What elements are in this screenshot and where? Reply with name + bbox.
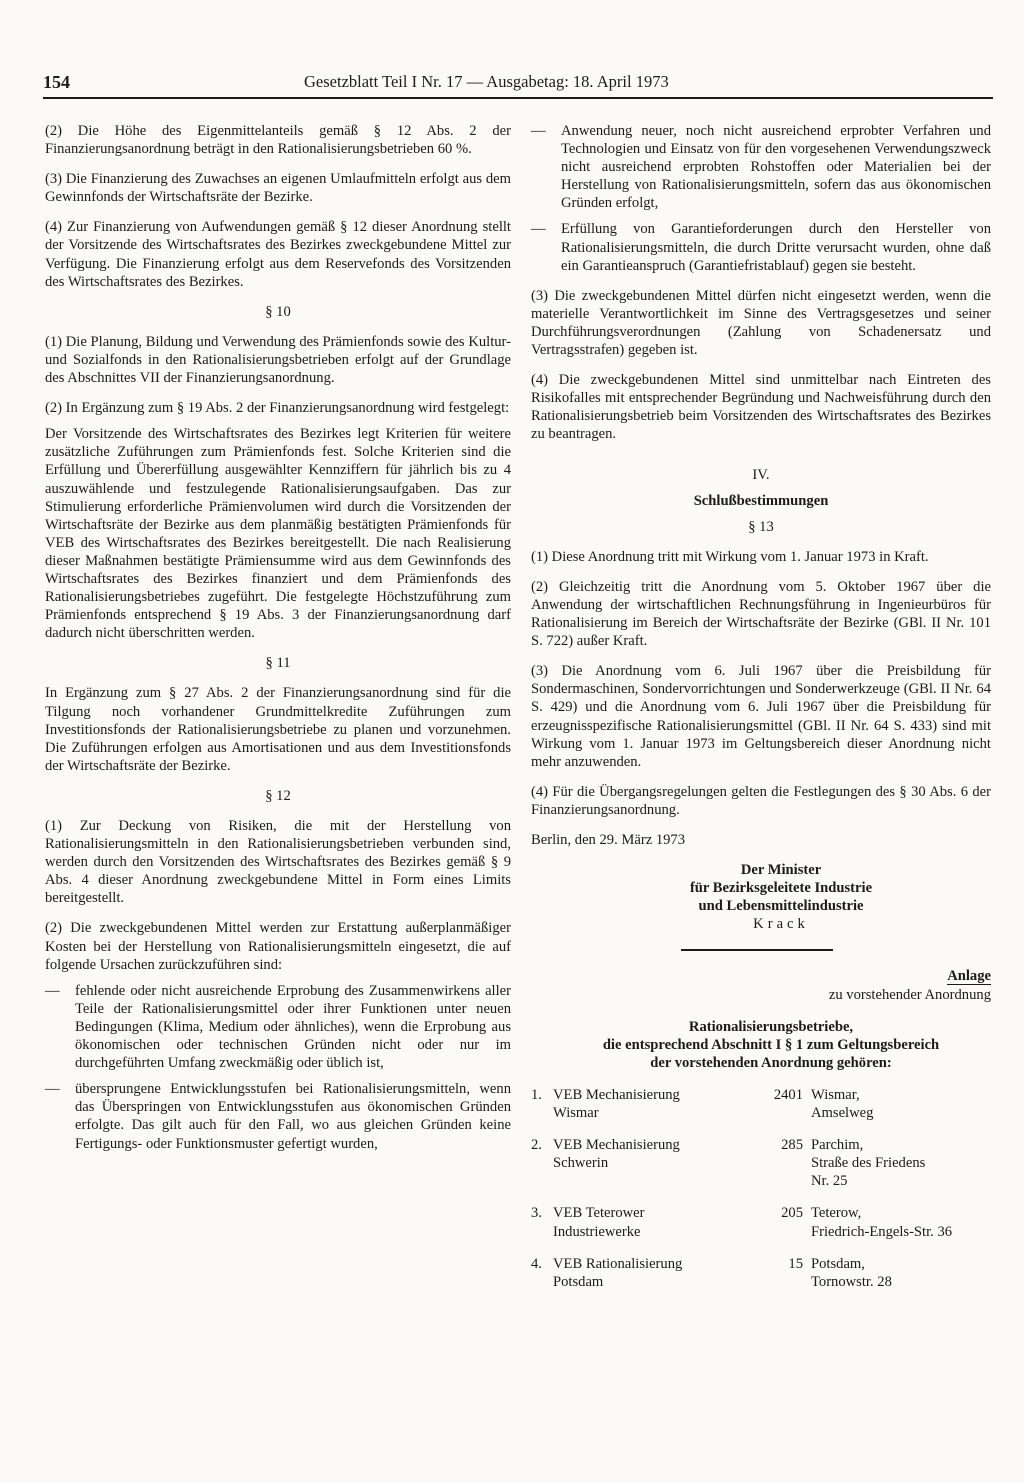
paragraph: (2) Die zweckgebundenen Mittel werden zur Erstattung außerplanmäßiger Kosten bei der Herstellung von Rationalisierungsmitteln eingesetzt, die auf folgende Ursachen zurückzuführen sind:	[45, 920, 511, 973]
signature-line: Der Minister	[740, 862, 822, 879]
gazette-title: Gesetzblatt Teil I Nr. 17 — Ausgabetag: 18. April 1973	[304, 72, 669, 91]
paragraph: (4) Die zweckgebundenen Mittel sind unmittelbar nach Eintreten des Risikofalles mit entsprechender Begründung und Nachweisführung durch den Rationalisierungsbetrieb beim Vorsitzenden des Wirtschaftsrates des Bezirkes zu beantragen.	[531, 372, 991, 443]
annex-heading: die entsprechend Abschnitt I § 1 zum Geltungsbereich	[602, 1036, 940, 1053]
company-name-line: Potsdam	[553, 1273, 604, 1290]
part-title: Schlußbestimmungen	[693, 492, 829, 509]
postal-code: 205	[781, 1205, 803, 1222]
paragraph: (2) In Ergänzung zum § 19 Abs. 2 der Finanzierungsanordnung wird festgelegt:	[45, 400, 510, 417]
company-name-line: Schwerin	[553, 1155, 609, 1172]
list-item-text: Erfüllung von Garantieforderungen durch den Hersteller von Rationalisierungsmitteln, die durch Dritte verursacht wurden, ohne daß ein Garantieanspruch (Garantiefristablauf) gegen sie besteht.	[561, 221, 991, 274]
list-item: — übersprungene Entwicklungsstufen bei Rationalisierungsmitteln, wenn das Überspringen von Entwicklungsstufen aus ökonomischen Gründen erfolgte. Das gilt auch für den Fall, wo aus gleichen Gründen keine Fertigungs- oder Funktionsmuster gefertigt wurden,	[45, 1081, 511, 1152]
address-line: Teterow,	[811, 1205, 862, 1222]
annex-heading: Rationalisierungsbetriebe,	[688, 1018, 854, 1035]
address	[811, 1255, 991, 1305]
paragraph: (3) Die zweckgebundenen Mittel dürfen nicht eingesetzt werden, wenn die materielle Verantwortlichkeit im Sinne des Vertragsgesetzes und seiner Durchführungsverordnungen (Zahlung von Schadenersatz und Vertragsstrafen) gegeben ist.	[531, 287, 991, 359]
address-line: Tornowstr. 28	[811, 1273, 892, 1290]
list-item: — Anwendung neuer, noch nicht ausreichend erprobter Verfahren und Technologien und Einsatz von für den vorgesehenen Verwendungszweck nicht ausreichend erprobten Rohstoffen oder Materialien bei der Herstellung von Rationalisierungsmitteln, sofern das aus ökonomischen Gründen erfolgt,	[531, 123, 991, 212]
paragraph: (3) Die Anordnung vom 6. Juli 1967 über die Preisbildung für Sondermaschinen, Sondervorrichtungen und Sonderwerkzeuge (GBl. II Nr. 64 S. 429) und die Anordnung vom 6. Juli 1967 über die Preisbildung für erzeugnisspezifische Rationalisierungsmittel (GBl. II Nr. 64 S. 433) sind mit Wirkung vom 1. Januar 1973 im Geltungsbereich dieser Anordnung nicht mehr anzuwenden.	[531, 663, 991, 770]
address-line: Wismar,	[811, 1086, 860, 1103]
company-name-line: Industriewerke	[553, 1223, 641, 1240]
left-column	[45, 122, 511, 1153]
table-row	[531, 1136, 991, 1204]
row-number: 2.	[531, 1137, 542, 1154]
list-item: — Erfüllung von Garantieforderungen durch den Hersteller von Rationalisierungsmitteln, die durch Dritte verursacht wurden, ohne daß ein Garantieanspruch (Garantiefristablauf) gegen sie besteht.	[531, 221, 991, 274]
list-item: — fehlende oder nicht ausreichende Erprobung des Zusammenwirkens aller Teile der Rationalisierungsmittel oder ihrer Funktionen unter neuen Bedingungen (Klima, Medium oder ähnliches), wenn die Erprobung aus ökonomischen oder technischen Gründen nicht oder nur im durchgeführten Umfang zweckmäßig oder üblich ist,	[45, 982, 511, 1072]
paragraph: (4) Zur Finanzierung von Aufwendungen gemäß § 12 dieser Anordnung stellt der Vorsitzende des Wirtschaftsrates des Bezirkes zweckgebundene Mittel zur Verfügung. Die Finanzierung erfolgt aus dem Reservefonds des Vorsitzenden des Wirtschaftsrates des Bezirkes.	[45, 219, 511, 290]
paragraph: (2) Die Höhe des Eigenmittelanteils gemäß § 12 Abs. 2 der Finanzierungsanordnung beträgt in den Rationalisierungsbetrieben 60 %.	[45, 123, 511, 158]
paragraph: In Ergänzung zum § 27 Abs. 2 der Finanzierungsanordnung sind für die Tilgung noch vorhandener Grundmittelkredite Zuführungen zum Investitionsfonds der Rationalisierungsbetriebe zu planen und vorzunehmen. Die Zuführungen erfolgen aus Amortisationen und aus dem Investitionsfonds der Wirtschaftsräte der Bezirke.	[45, 685, 511, 774]
page-header	[43, 72, 993, 99]
company-name	[553, 1136, 743, 1204]
table-row	[531, 1255, 991, 1305]
section-heading: § 12	[265, 787, 291, 804]
company-name	[553, 1204, 743, 1254]
paragraph: (1) Diese Anordnung tritt mit Wirkung vom 1. Januar 1973 in Kraft.	[531, 548, 929, 565]
company-name	[553, 1255, 743, 1305]
address-line: Parchim,	[811, 1137, 864, 1154]
list-item-text: Anwendung neuer, noch nicht ausreichend erprobter Verfahren und Technologien und Einsatz von für den vorgesehenen Verwendungszweck nicht ausreichend erprobten Rohstoffen oder Materialien bei der Herstellung von Rationalisierungsmitteln, sofern das aus ökonomischen Gründen erfolgt,	[561, 123, 991, 212]
address	[811, 1086, 991, 1136]
section-heading: § 13	[748, 518, 774, 535]
list-item-text: fehlende oder nicht ausreichende Erprobung des Zusammenwirkens aller Teile der Rationalisierungsmittel oder ihrer Funktionen unter neuen Bedingungen (Klima, Medium oder ähnliches), wenn die Erprobung aus ökonomischen oder technischen Gründen nicht oder nur im durchgeführten Umfang zweckmäßig oder üblich ist,	[75, 982, 511, 1072]
company-name-line: VEB Rationalisierung	[553, 1255, 683, 1272]
paragraph: (1) Die Planung, Bildung und Verwendung des Prämienfonds sowie des Kultur- und Sozialfonds in den Rationalisierungsbetrieben erfolgt auf der Grundlage des Abschnittes VII der Finanzierungsanordnung.	[45, 333, 511, 387]
row-number: 1.	[531, 1086, 542, 1103]
annex-heading: der vorstehenden Anordnung gehören:	[650, 1054, 892, 1071]
annex-subtitle: zu vorstehender Anordnung	[828, 986, 991, 1003]
postal-code: 2401	[773, 1086, 803, 1103]
annex-table	[531, 1086, 991, 1305]
table-row	[531, 1086, 991, 1136]
address-line: Nr. 25	[811, 1173, 848, 1190]
signature-line: für Bezirksgeleitete Industrie	[689, 880, 873, 897]
place-date: Berlin, den 29. März 1973	[531, 832, 686, 848]
annex-title-text: Anlage	[947, 968, 991, 985]
row-number: 3.	[531, 1205, 542, 1222]
table-row	[531, 1204, 991, 1254]
section-heading: § 11	[265, 655, 291, 672]
address-line: Potsdam,	[811, 1255, 865, 1272]
paragraph: (2) Gleichzeitig tritt die Anordnung vom 5. Oktober 1967 über die Anwendung der wirtschaftlichen Rechnungsführung in Ingenieurbüros für Rationalisierung im Bereich der Wirtschaftsräte der Bezirke (GBl. II Nr. 101 S. 722) außer Kraft.	[531, 578, 991, 650]
paragraph: (4) Für die Übergangsregelungen gelten die Festlegungen des § 30 Abs. 6 der Finanzierungsanordnung.	[531, 783, 991, 818]
paragraph: (1) Zur Deckung von Risiken, die mit der Herstellung von Rationalisierungsmitteln in den Rationalisierungsbetrieben verbunden sind, werden durch den Vorsitzenden des Wirtschaftsrates des Bezirkes gemäß § 9 Abs. 4 dieser Anordnung zweckgebundene Mittel in Form eines Limits bereitgestellt.	[45, 818, 511, 907]
list-item-text: übersprungene Entwicklungsstufen bei Rationalisierungsmitteln, wenn das Überspringen von Entwicklungsstufen aus ökonomischen Gründen erfolgte. Das gilt auch für den Fall, wo aus gleichen Gründen keine Fertigungs- oder Funktionsmuster gefertigt wurden,	[75, 1081, 511, 1152]
page-number: 154	[43, 72, 70, 92]
company-name-line: VEB Mechanisierung	[553, 1086, 680, 1103]
signature-name: Krack	[753, 916, 809, 933]
address-line: Amselweg	[811, 1105, 874, 1122]
postal-code: 285	[781, 1137, 803, 1154]
paragraph: (3) Die Finanzierung des Zuwachses an eigenen Umlaufmitteln erfolgt aus dem Gewinnfonds der Wirtschaftsräte der Bezirke.	[45, 171, 511, 206]
row-number: 4.	[531, 1255, 542, 1272]
postal-code: 15	[788, 1255, 803, 1272]
address	[811, 1136, 991, 1204]
section-heading: § 10	[265, 303, 291, 320]
company-name-line: VEB Mechanisierung	[553, 1137, 680, 1154]
address-line: Friedrich-Engels-Str. 36	[811, 1223, 953, 1240]
part-number: IV.	[752, 466, 770, 483]
address-line: Straße des Friedens	[811, 1155, 926, 1172]
paragraph: Der Vorsitzende des Wirtschaftsrates des Bezirkes legt Kriterien für weitere zusätzliche Zuführungen zum Prämienfonds fest. Solche Kriterien sind die Erfüllung und Übererfüllung ausgewählter Kennziffern für jährlich bis zu 4 auszuwählende und festzulegende Rationalisierungsaufgaben. Das zur Stimulierung erforderliche Prämienvolumen wird durch die Vorsitzenden der Wirtschaftsräte der Bezirke aus dem planmäßig bestätigten Prämienfonds für VEB des Wirtschaftsrates des Bezirkes bereitgestellt. Die nach Realisierung dieser Maßnahmen bestätigte Prämiensumme wird aus dem Gewinnfonds des Wirtschaftsrates des Bezirkes finanziert und dem Prämienfonds des Rationalisierungsbetriebes zugeführt. Die festgelegte Höchstzuführung zum Prämienfonds entsprechend § 19 Abs. 3 der Finanzierungsanordnung darf dadurch nicht überschritten werden.	[45, 426, 511, 642]
annex-title	[531, 967, 991, 985]
company-name-line: VEB Teterower	[553, 1205, 645, 1222]
address	[811, 1204, 991, 1254]
company-name-line: Wismar	[553, 1105, 599, 1122]
signature-line: und Lebensmittelindustrie	[698, 898, 864, 915]
right-column	[531, 122, 991, 1305]
company-name	[553, 1086, 743, 1136]
